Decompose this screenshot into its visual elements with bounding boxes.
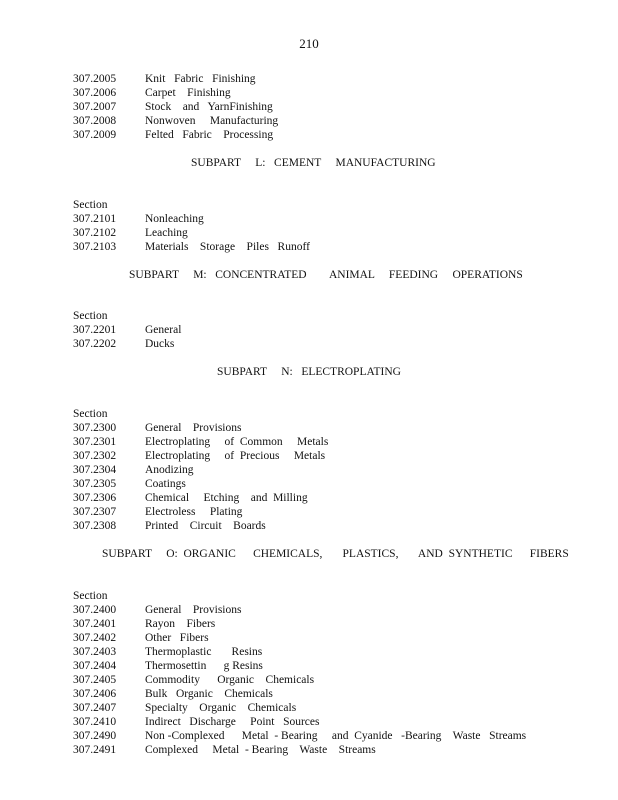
section-label: Section [73,408,108,420]
list-item [73,617,593,631]
section-number: 307.2301 [73,436,117,448]
section-number: 307.2202 [73,338,117,350]
section-list-top [73,72,593,142]
section-number: 307.2400 [73,604,117,616]
section-number: 307.2007 [73,101,117,113]
section-title: Electroplating of Common Metals [145,436,329,448]
section-title: Thermosettin g Resins [145,660,263,672]
subpart-m-heading: SUBPART M: CONCENTRATED ANIMAL FEEDING OPERATIONS [129,269,523,281]
list-item [73,323,593,337]
section-title: General Provisions [145,422,242,434]
section-number: 307.2308 [73,520,117,532]
section-number: 307.2006 [73,87,117,99]
section-label: Section [73,199,108,211]
page-number: 210 [299,36,319,51]
section-title: Indirect Discharge Point Sources [145,716,320,728]
section-label: Section [73,590,108,602]
list-item [73,701,593,715]
section-number: 307.2491 [73,744,117,756]
list-item [73,226,593,240]
section-title: Leaching [145,227,188,239]
list-item [73,435,593,449]
list-item [73,673,593,687]
list-item [73,72,593,86]
section-number: 307.2102 [73,227,117,239]
list-item [73,645,593,659]
section-number: 307.2008 [73,115,117,127]
section-title: Complexed Metal - Bearing Waste Streams [145,744,376,756]
section-title: Carpet Finishing [145,87,231,99]
section-number: 307.2490 [73,730,117,742]
section-title: Commodity Organic Chemicals [145,674,315,686]
section-title: Nonwoven Manufacturing [145,115,279,127]
section-title: General [145,324,182,336]
section-number: 307.2101 [73,213,117,225]
section-number: 307.2300 [73,422,117,434]
list-item [73,505,593,519]
list-item [73,100,593,114]
list-item [73,603,593,617]
section-title: General Provisions [145,604,242,616]
section-title: Bulk Organic Chemicals [145,688,273,700]
section-number: 307.2402 [73,632,117,644]
section-number: 307.2404 [73,660,117,672]
section-title: Chemical Etching and Milling [145,492,308,504]
section-label: Section [73,310,108,322]
section-number: 307.2305 [73,478,117,490]
document-body [73,72,593,757]
section-title: Ducks [145,338,175,350]
subpart-o-heading: SUBPART O: ORGANIC CHEMICALS, PLASTICS, AND SYNTHETIC FIBERS [102,548,569,560]
list-item [73,212,593,226]
list-item [73,491,593,505]
section-number: 307.2403 [73,646,117,658]
list-item [73,729,593,743]
section-number: 307.2401 [73,618,117,630]
subpart-n-heading: SUBPART N: ELECTROPLATING [217,366,401,378]
section-title: Nonleaching [145,213,204,225]
list-item [73,86,593,100]
section-title: Other Fibers [145,632,209,644]
list-item [73,659,593,673]
section-title: Electroless Plating [145,506,243,518]
section-number: 307.2410 [73,716,117,728]
list-item [73,449,593,463]
section-number: 307.2406 [73,688,117,700]
list-item [73,463,593,477]
section-title: Specialty Organic Chemicals [145,702,297,714]
section-title: Rayon Fibers [145,618,216,630]
section-number: 307.2005 [73,73,117,85]
list-item [73,114,593,128]
section-title: Anodizing [145,464,194,476]
list-item [73,519,593,533]
list-item [73,715,593,729]
section-title: Knit Fabric Finishing [145,73,256,85]
section-title: Non -Complexed Metal - Bearing and Cyanide -Bearing Waste Streams [145,730,527,742]
section-number: 307.2307 [73,506,117,518]
section-number: 307.2201 [73,324,117,336]
section-number: 307.2405 [73,674,117,686]
section-title: Felted Fabric Processing [145,129,274,141]
list-item [73,421,593,435]
section-number: 307.2103 [73,241,117,253]
list-item [73,477,593,491]
list-item [73,337,593,351]
list-item [73,743,593,757]
section-title: Materials Storage Piles Runoff [145,241,310,253]
section-title: Electroplating of Precious Metals [145,450,326,462]
list-item [73,687,593,701]
list-item [73,631,593,645]
section-number: 307.2306 [73,492,117,504]
section-number: 307.2302 [73,450,117,462]
subpart-l-heading: SUBPART L: CEMENT MANUFACTURING [191,157,436,169]
section-title: Thermoplastic Resins [145,646,263,658]
section-title: Coatings [145,478,186,490]
section-number: 307.2304 [73,464,117,476]
section-title: Stock and YarnFinishing [145,101,273,113]
list-item [73,240,593,254]
section-number: 307.2407 [73,702,117,714]
section-number: 307.2009 [73,129,117,141]
list-item [73,128,593,142]
section-title: Printed Circuit Boards [145,520,266,532]
